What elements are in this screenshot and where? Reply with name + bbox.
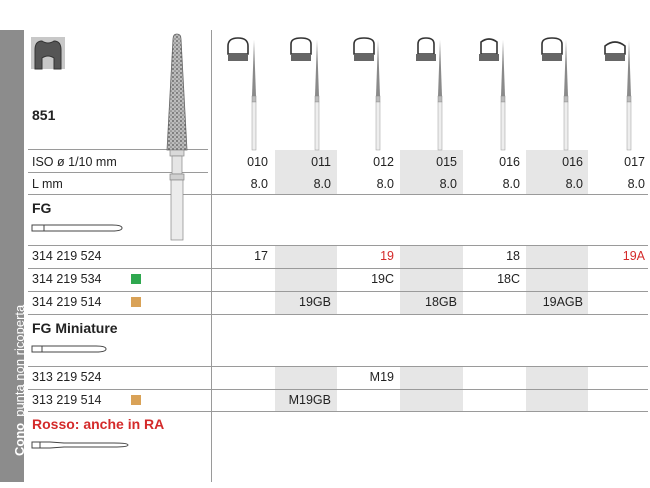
divider <box>28 314 648 315</box>
row-code: 314 219 524 <box>32 249 102 263</box>
iso-size-value: 011 <box>311 155 331 169</box>
row-cell-value: 18 <box>506 249 520 263</box>
row-cell-value: M19 <box>369 370 394 384</box>
column-bur-2 <box>291 38 319 150</box>
fg-bur-icon <box>30 222 126 234</box>
section-fg: FG <box>32 200 52 216</box>
iso-size-value: 016 <box>562 155 583 169</box>
column-bur-3 <box>354 38 380 150</box>
row-code: 313 219 514 <box>32 393 102 407</box>
row-cell-value: 17 <box>254 249 268 263</box>
length-value: 8.0 <box>439 177 457 191</box>
red-note: Rosso: anche in RA <box>32 416 165 432</box>
product-code: 851 <box>32 107 56 123</box>
row-cell-value: 18GB <box>425 295 457 309</box>
column-bur-5 <box>479 39 505 150</box>
row-cell-value: 19AGB <box>542 295 583 309</box>
iso-size-value: 017 <box>624 155 645 169</box>
length-value: 8.0 <box>565 177 583 191</box>
divider <box>28 268 648 269</box>
color-swatch <box>131 297 141 307</box>
column-bur-4 <box>416 38 442 150</box>
divider <box>28 194 648 195</box>
length-value: 8.0 <box>313 177 331 191</box>
color-swatch <box>131 274 141 284</box>
column-bur-icons <box>214 32 650 150</box>
divider <box>28 389 648 390</box>
row-code: 314 219 534 <box>32 272 102 286</box>
row-cell-value: 19GB <box>299 295 331 309</box>
row-cell-value: 18C <box>497 272 520 286</box>
length-value: 8.0 <box>376 177 394 191</box>
iso-size-value: 010 <box>247 155 268 169</box>
bur-illustration <box>160 32 194 244</box>
length-value: 8.0 <box>250 177 268 191</box>
color-swatch <box>131 395 141 405</box>
iso-label: ISO ø 1/10 mm <box>32 155 117 169</box>
ra-bur-icon <box>30 438 134 452</box>
column-bur-6 <box>542 38 568 150</box>
fg-miniature-bur-icon <box>30 343 110 355</box>
length-value: 8.0 <box>502 177 520 191</box>
row-cell-value: 19A <box>622 249 645 263</box>
length-value: 8.0 <box>627 177 645 191</box>
divider <box>28 366 648 367</box>
iso-size-value: 015 <box>436 155 457 169</box>
iso-size-value: 016 <box>499 155 520 169</box>
length-label: L mm <box>32 177 63 191</box>
row-cell-value: 19 <box>380 249 394 263</box>
divider <box>28 291 648 292</box>
row-code: 314 219 514 <box>32 295 102 309</box>
row-code: 313 219 524 <box>32 370 102 384</box>
iso-size-value: 012 <box>373 155 394 169</box>
divider <box>28 411 648 412</box>
section-fg-miniature: FG Miniature <box>32 320 118 336</box>
row-cell-value: M19GB <box>288 393 331 407</box>
crown-icon <box>30 36 66 70</box>
row-cell-value: 19C <box>371 272 394 286</box>
divider <box>28 245 648 246</box>
column-bur-1 <box>228 38 256 150</box>
sidebar-label: Conopunta non ricoperta <box>12 304 27 456</box>
column-bur-7 <box>605 40 631 150</box>
